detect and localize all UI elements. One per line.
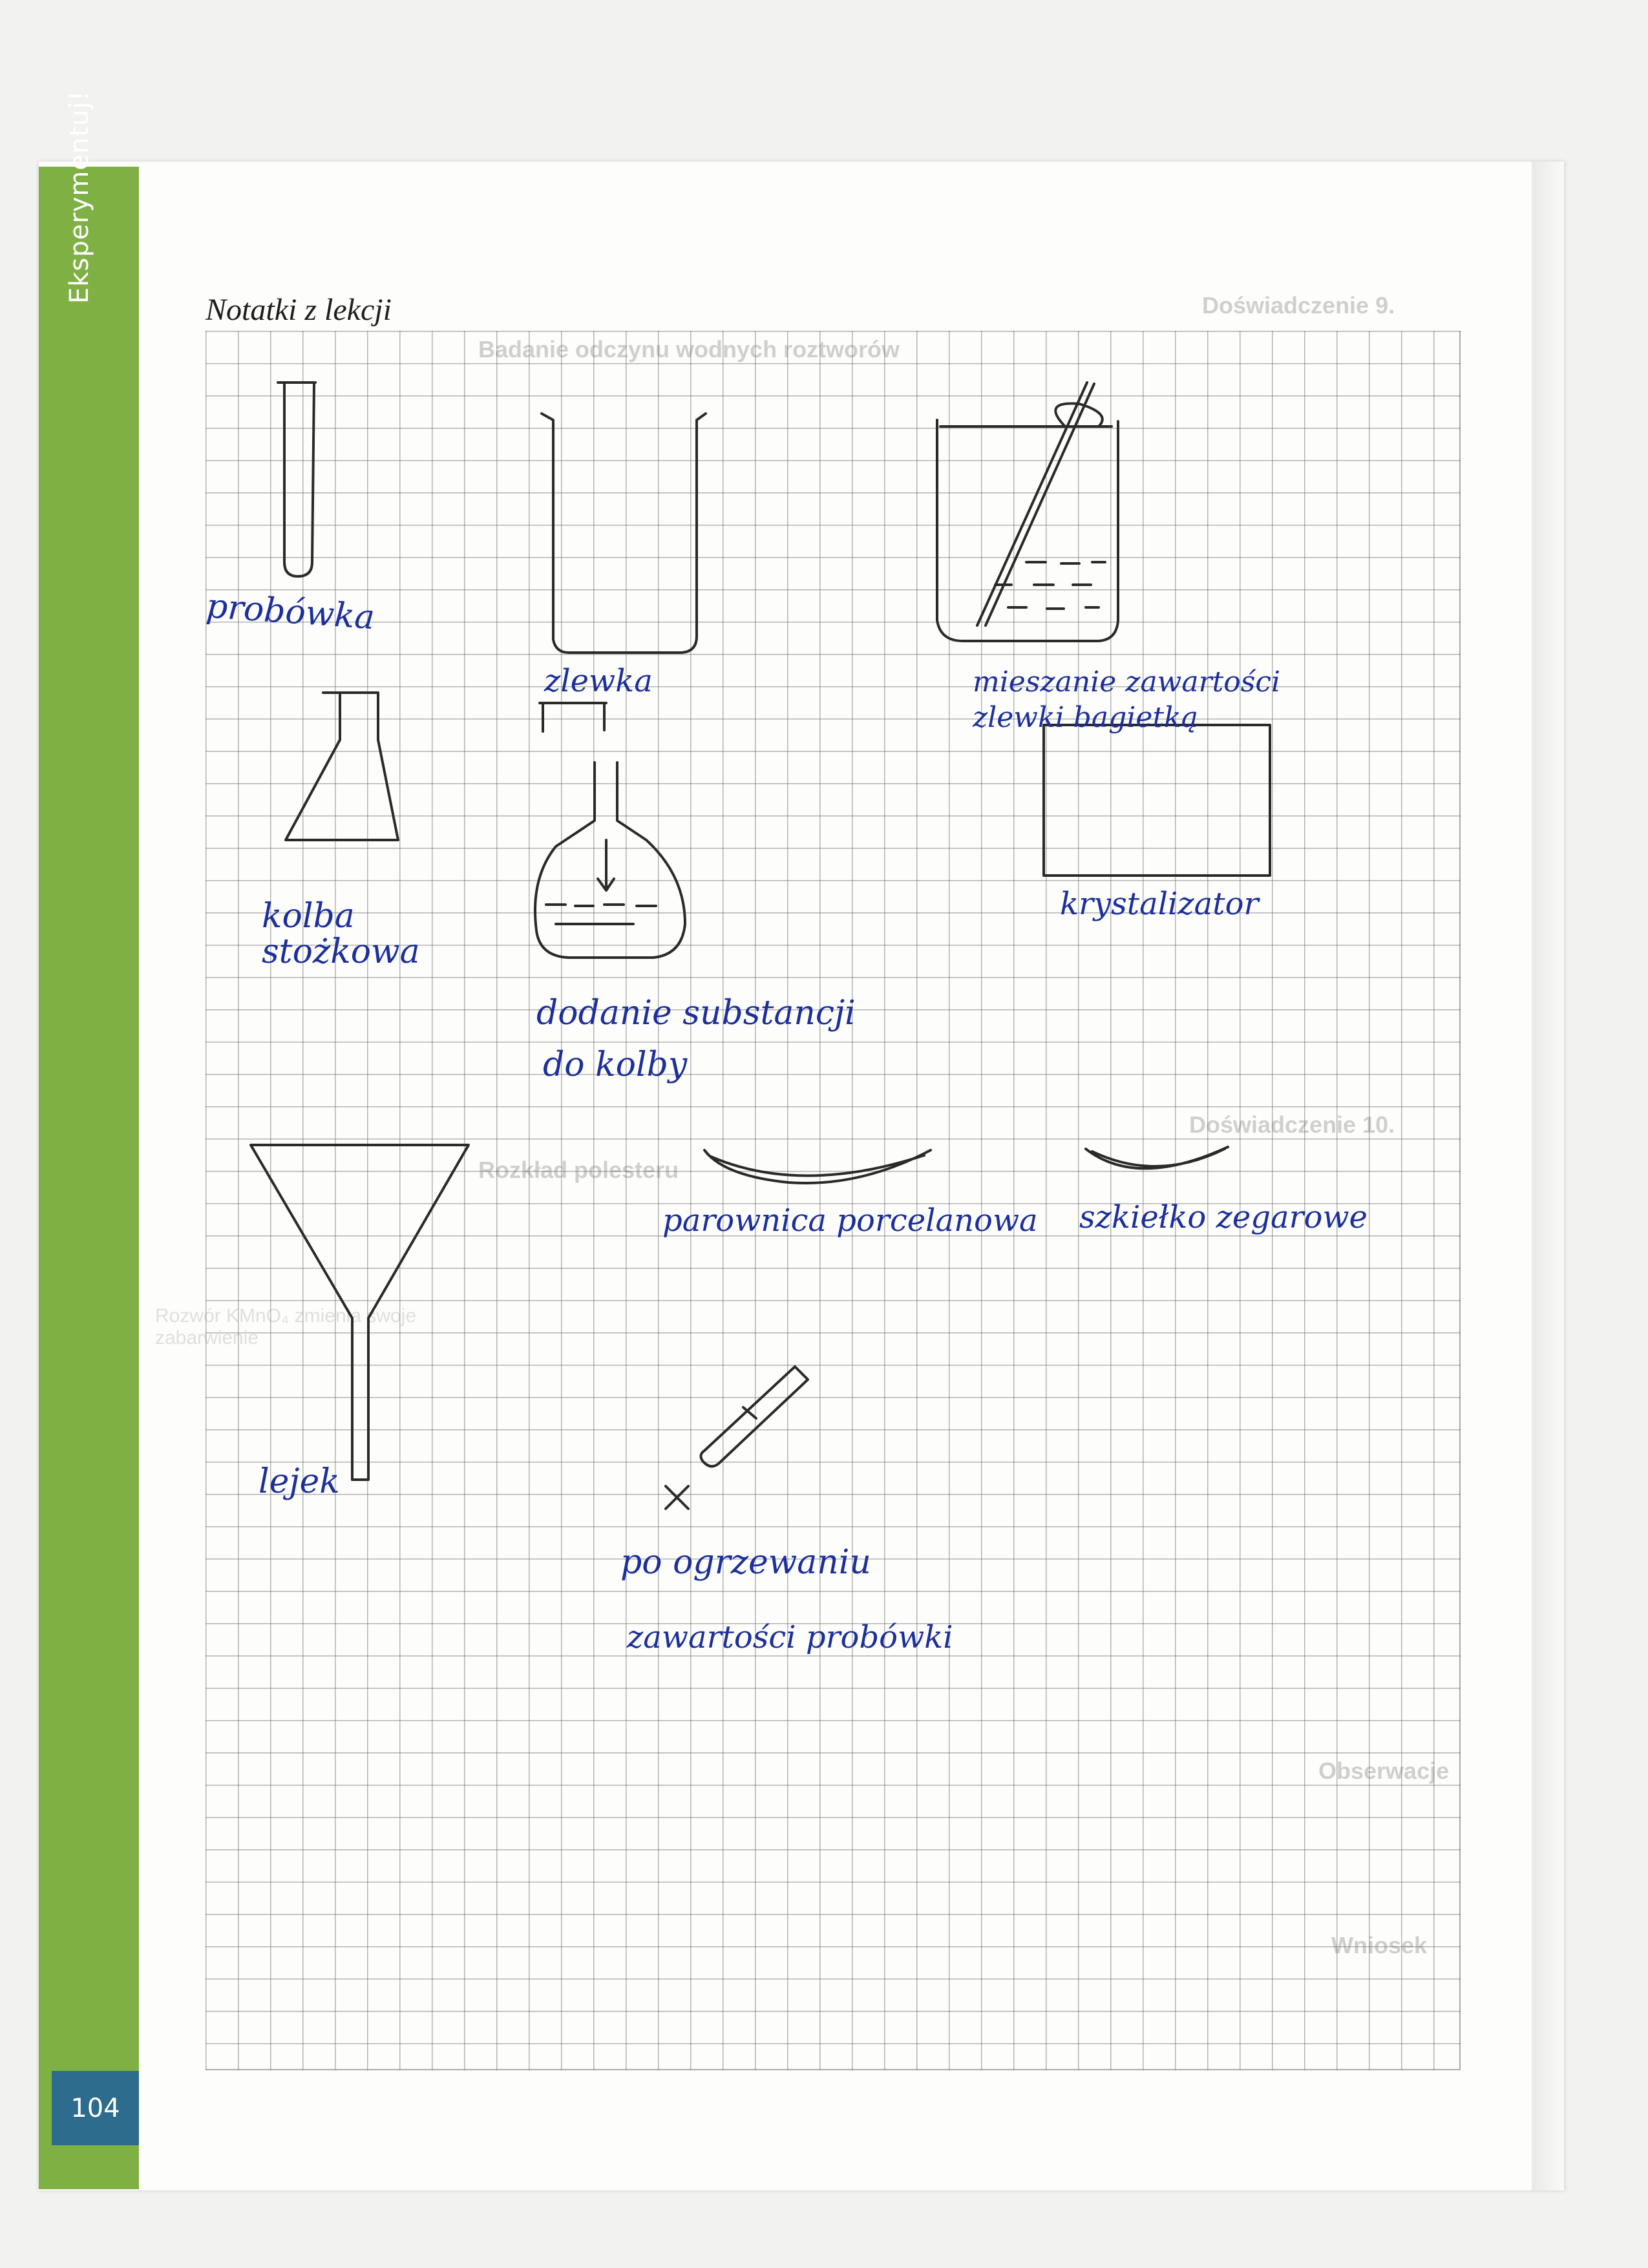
funnel-sketch [251,1145,469,1480]
label-crystallizer: krystalizator [1060,886,1259,922]
ghost-heading-1: Doświadczenie 9. [1202,292,1395,319]
label-adding-2: do kolby [543,1045,688,1084]
label-test-tube: probówka [205,587,376,638]
page-number: 104 [70,2093,120,2123]
label-beaker: zlewka [544,663,653,699]
ghost-side-note: Rozwór KMnO₄ zmienia swoje zabarwienie [155,1305,417,1349]
beaker-sketch [542,414,706,653]
label-watch-glass: szkiełko zegarowe [1079,1199,1368,1235]
label-adding: dodanie substancji [536,994,856,1033]
label-flask-2: stożkowa [262,932,420,971]
ghost-heading-4: Rozkład polesteru [478,1157,679,1183]
ghost-heading-2: Badanie odczynu wodnych roztworów [478,336,900,362]
label-heating: po ogrzewaniu [620,1543,871,1582]
ghost-heading-5: Obserwacje [1318,1758,1450,1784]
label-stirring-2: zlewki bagietką [973,701,1198,734]
sidebar-title: Eksperymentuj! [65,90,94,304]
stirring-beaker-sketch [937,383,1118,641]
watch-glass-sketch [1086,1147,1228,1168]
adding-flask-sketch [535,703,685,958]
heated-test-tube-sketch [701,1367,808,1466]
heat-source-mark [666,1486,688,1509]
notes-heading: Notatki z lekcji [206,293,392,327]
ghost-heading-3: Doświadczenie 10. [1189,1111,1395,1138]
label-stirring: mieszanie zawartości [973,666,1281,698]
label-evaporating-dish: parownica porcelanowa [662,1202,1038,1239]
crystallizer-sketch [1044,725,1270,876]
label-funnel: lejek [259,1462,340,1501]
label-heating-2: zawartości probówki [627,1619,953,1655]
label-flask: kolba [262,897,355,936]
test-tube-sketch [278,383,315,576]
evaporating-dish-sketch [704,1150,931,1183]
ghost-heading-6: Wniosek [1331,1932,1428,1958]
flask-sketch [286,693,398,840]
